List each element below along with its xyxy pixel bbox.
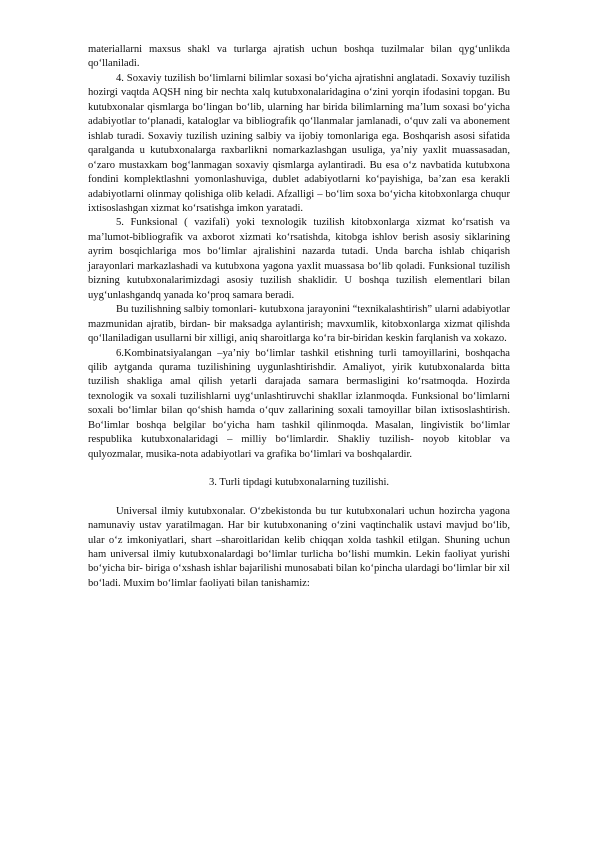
paragraph-universal-libraries: Universal ilmiy kutubxonalar. O‘zbekistonda bu tur kutubxonalari uchun hozircha yagona namunaviy ustav yaratilmagan. Har bir kutubxonaning o‘zini vaqtinchalik ustavi mavjud bo‘lib, ular o‘z imkoniyatlari, shart –sharoitlaridan kelib chiqqan xolda tashkil etilgan. Shuning uchun ham universal ilmiy kutubxonalardagi bo‘limlar turlicha bo‘lishi mumkin. Lekin faoliyat yurishi bo‘yicha bir- biriga o‘xshash ishlar bajarilishi munosabati bilan ko‘pincha ulardagi bo‘limlar bir xil bo‘ladi. Muxim bo‘limlar faoliyati bilan tanishamiz: xyxy=(88,505,510,589)
document-page xyxy=(88,43,510,591)
paragraph-functional-structure: 5. Funksional ( vazifali) yoki texnologik tuzilish kitobxonlarga xizmat ko‘rsatish va ma’lumot-bibliografik va axborot xizmati ko‘rsatishda, kitobga ishlov berish asosiy siklarining ayrim bosqichlariga mos bo‘limlar ajralishini nazarda tutadi. Unda barcha ishlab chiqarish jarayonlari markazlashadi va kutubxona yagona yaxlit muassasa bo‘lib qoladi. Funksional tuzilish bizning kutubxonalarimizdagi asosiy tuzilish shaklidir. U boshqa tuzilish elementlari bilan uyg‘unlashgandq yanada ko‘proq samara beradi. xyxy=(88,217,510,301)
paragraph-combined-structure: 6.Kombinatsiyalangan –ya’niy bo‘limlar tashkil etishning turli tamoyillarini, boshqacha qilib aytganda qurama tuzilishining uygunlashtirishdir. Amaliyot, yirik kutubxonalarda bitta tuzilish shakliga amal qilish yetarli darajada samara bermasligini ko‘rsatmoqda. Hozirda texnologik va soxali tuzilishlarni uyg‘unlashtiruvchi shakllar izlanmoqda. Funksional bo‘limlarni soxali bo‘limlar bilan qo‘shish hamda o‘quv zallarining soxali tamoyillar bilan ixtisoslashtirish. Bo‘limlar boshqa belgilar bo‘yicha ham tashkil qilinmoqda. Masalan, lingivistik bo‘limlar respublika kutubxonalaridagi – milliy bo‘limlardir. Shakliy tuzilish- noyob kitoblar va qulyozmalar, musika-nota adabiyotlari va grafika bo‘limlari va boshqalardir. xyxy=(88,347,510,460)
paragraph-sectoral-structure: 4. Soxaviy tuzilish bo‘limlarni bilimlar soxasi bo‘yicha ajratishni anglatadi. Soxaviy tuzilish hozirgi vaqtda AQSH ning bir nechta xalq kutubxonalaridagina o‘zini yorqin ifodasini topgan. Bu kutubxonalar qismlarga bo‘lingan bo‘lib, ularning har birida bilimlarning ma’lum soxasi bo‘yicha adabiyotlar to‘planadi, kataloglar va bibliografik qo‘llanmalar jamlanadi, o‘quv zali va abonement ishlab turadi. Soxaviy tuzilish uzining salbiy va ijobiy tomonlariga ega. Boshqarish asosi sifatida qaralganda u kutubxonalarga raxbarlikni nomarkazlashgan usuliga, ya’niy yaxlit muassasadan, o‘zaro mustaxkam bog‘lanmagan soxaviy qismlarga aylantiradi. Bu esa o‘z navbatida kutubxona fondini komplektlashni yomonlashuviga, dublet adabiyotlarni ko‘payishiga, ba’zan esa kerakli adabiyotlarni olinmay qolishiga olib keladi. Afzalligi – bo‘lim soxa bo‘yicha kitobxonlarga chuqur ixtisoslashgan xizmat ko‘rsatishga imkon yaratadi. xyxy=(88,72,510,214)
paragraph-continuation: materiallarni maxsus shakl va turlarga ajratish uchun boshqa tuzilmalar bilan qyg‘unlikda qo‘llaniladi. xyxy=(88,44,510,70)
paragraph-functional-drawbacks: Bu tuzilishning salbiy tomonlari- kutubxona jarayonini “texnikalashtirish” ularni adabiyotlar mazmunidan ajratib, birdan- bir maksadga aylantirish; mavxumlik, kitobxonlarga xizmat qilishda qo‘llaniladigan usullarni bir xilligi, aniq sharoitlarga ko‘ra bir-biridan keskin farqlanish va xokazo. xyxy=(88,304,510,345)
section-heading: 3. Turli tipdagi kutubxonalarning tuzilishi. xyxy=(208,477,390,489)
